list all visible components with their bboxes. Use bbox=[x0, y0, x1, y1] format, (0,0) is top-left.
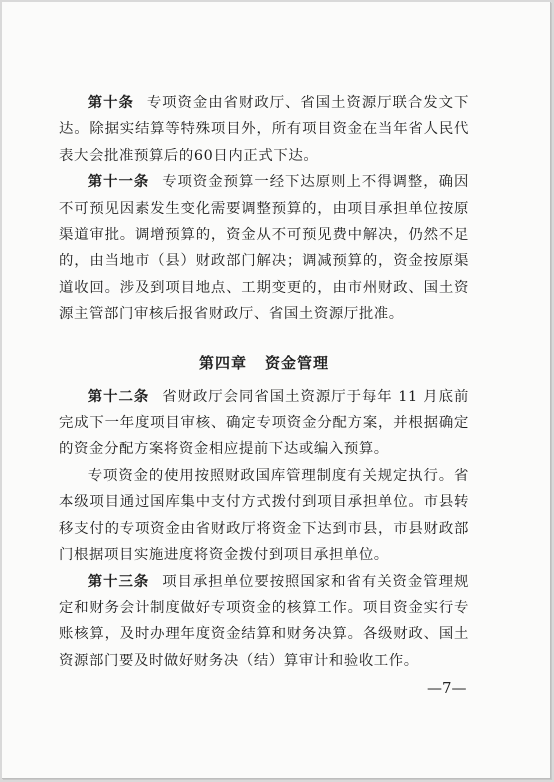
article-11-text: 专项资金预算一经下达原则上不得调整，确因不可预见因素发生变化需要调整预算的，由项目承担单位按原渠道审批。调增预算的，资金从不可预见费中解决，仍然不足的，由当地市（县）财政部门解决；调减预算的，资金按原渠道收回。涉及到项目地点、工期变更的，由市州财政、国土资源主管部门审核后报省财政厅、省国土资源厅批准。 bbox=[59, 174, 469, 323]
article-11-paragraph bbox=[59, 169, 469, 327]
chapter-title: 资金管理 bbox=[265, 353, 330, 372]
article-13-text: 项目承担单位要按照国家和省有关资金管理规定和财务会计制度做好专项资金的核算工作。项目资金实行专账核算，及时办理年度资金结算和财务决算。各级财政、国土资源部门要及时做好财务决（结）算审计和验收工作。 bbox=[59, 573, 469, 669]
chapter-number: 第四章 bbox=[198, 353, 247, 372]
chapter-heading bbox=[59, 350, 469, 376]
article-11-heading: 第十一条 bbox=[87, 173, 150, 191]
article-12-text: 省财政厅会同省国土资源厅于每年 11 月底前完成下一年度项目审核、确定专项资金分配方案，并根据确定的资金分配方案将资金相应提前下达或编入预算。 bbox=[59, 388, 469, 458]
article-13-heading: 第十三条 bbox=[87, 572, 150, 590]
treasury-paragraph bbox=[59, 463, 469, 569]
treasury-text: 专项资金的使用按照财政国库管理制度有关规定执行。省本级项目通过国库集中支付方式拨付到项目承担单位。市县转移支付的专项资金由省财政厅将资金下达到市县，市县财政部门根据项目实施进度将资金拨付到项目承担单位。 bbox=[59, 467, 469, 564]
article-10-text: 专项资金由省财政厅、省国土资源厅联合发文下达。除据实结算等特殊项目外，所有项目资金在当年省人民代表大会批准预算后的60日内正式下达。 bbox=[59, 95, 469, 164]
document-body bbox=[59, 90, 469, 674]
article-10-paragraph bbox=[59, 90, 469, 169]
page-number: —7— bbox=[427, 679, 467, 697]
article-12-heading: 第十二条 bbox=[87, 387, 150, 405]
article-12-paragraph bbox=[59, 384, 469, 463]
document-page bbox=[2, 2, 551, 779]
article-13-paragraph bbox=[59, 569, 469, 675]
article-10-heading: 第十条 bbox=[87, 94, 134, 111]
